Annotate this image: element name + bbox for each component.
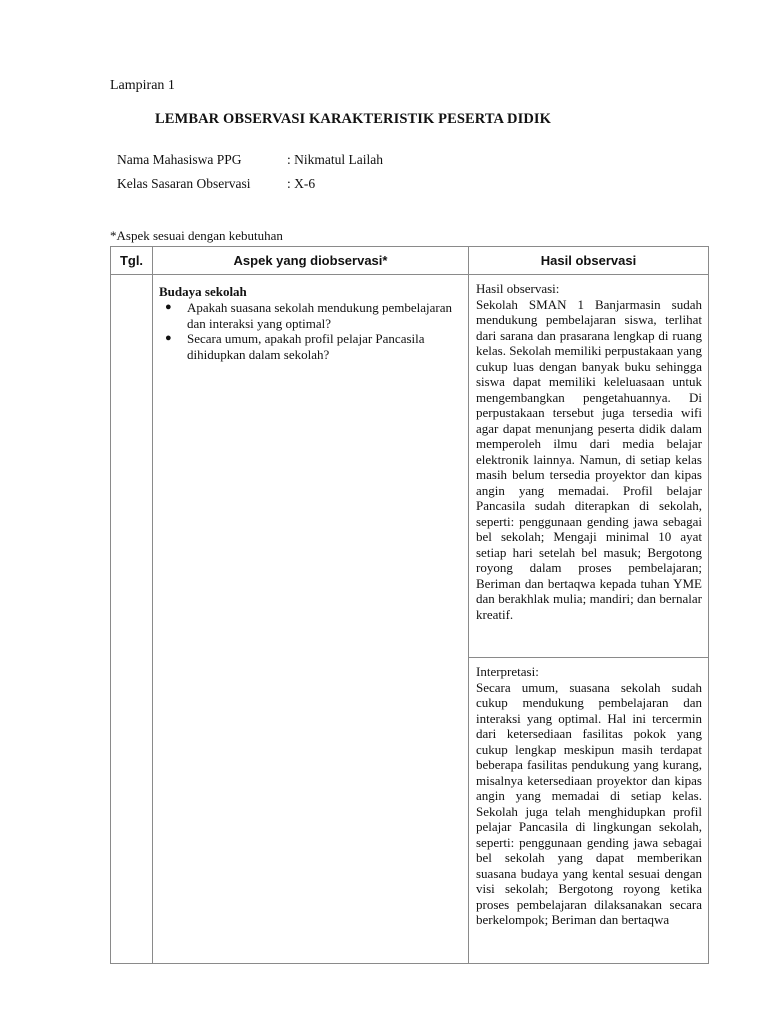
interpretation-text: Secara umum, suasana sekolah sudah cukup mendukung pembelajaran dan interaksi yang optimal. Hal ini tercermin dari ketersediaan fasilitas pokok yang cukup lengkap meskipun masih terdapat beberapa fasilitas pendukung yang kurang, misalnya ketersediaan proyektor dan kipas angin yang memadai di setiap kelas. Sekolah juga telah menghidupkan profil pelajar Pancasila di lingkungan sekolah, seperti: penggunaan gending jawa sebagai bel sekolah yang dapat memberikan suasana budaya yang kental sesuai dengan visi sekolah; Bergotong royong ketika proses pembelajaran dilaksanakan secara berkelompok; Beriman dan bertaqwa xyxy=(476,679,702,927)
class-target-value: : X-6 xyxy=(287,176,316,191)
result-cell xyxy=(469,275,709,964)
aspect-question: Secara umum, apakah profil pelajar Pancasila dihidupkan dalam sekolah? xyxy=(187,331,425,362)
attachment-label: Lampiran 1 xyxy=(110,78,175,93)
aspect-question: Apakah suasana sekolah mendukung pembelajaran dan interaksi yang optimal? xyxy=(187,300,452,331)
aspect-note: *Aspek sesuai dengan kebutuhan xyxy=(110,228,283,243)
list-item xyxy=(159,331,460,362)
bullet-icon: ● xyxy=(165,301,172,313)
student-name-label: Nama Mahasiswa PPG xyxy=(117,152,242,167)
observation-table xyxy=(110,246,709,964)
aspect-question-list xyxy=(159,300,460,362)
aspect-cell xyxy=(153,275,469,964)
header-result: Hasil observasi xyxy=(469,247,709,275)
document-title: LEMBAR OBSERVASI KARAKTERISTIK PESERTA DIDIK xyxy=(155,111,552,127)
table-header-row xyxy=(111,247,709,275)
student-name-value: : Nikmatul Lailah xyxy=(287,152,383,167)
observation-result-box xyxy=(469,275,708,658)
interpretation-box xyxy=(469,658,708,963)
interpretation-label: Interpretasi: xyxy=(476,664,539,679)
aspect-title: Budaya sekolah xyxy=(159,284,247,299)
list-item xyxy=(159,300,460,331)
class-target-label: Kelas Sasaran Observasi xyxy=(117,176,251,191)
observation-result-text: Sekolah SMAN 1 Banjarmasin sudah mendukung pembelajaran siswa, terlihat dari sarana dan prasarana lengkap di ruang kelas. Sekolah memiliki perpustakaan yang cukup luas dengan banyak buku sehingga siswa dapat memiliki keleluasaan untuk mengembangkan pengetahuannya. Di perpustakaan tersebut juga tersedia wifi agar dapat menunjang peserta didik dalam memperoleh ilmu dari media belajar elektronik lainnya. Namun, di setiap kelas masih belum tersedia proyektor dan kipas angin yang memadai. Profil belajar Pancasila sudah diterapkan di sekolah, seperti: penggunaan gending jawa sebagai bel sekolah; Mengaji minimal 10 ayat setiap hari setelah bel masuk; Bergotong royong dalam proses pembelajaran; Beriman dan bertaqwa kepada tuhan YME dan berakhlak mulia; mandiri; dan bernalar kreatif. xyxy=(476,296,702,622)
bullet-icon: ● xyxy=(165,332,172,344)
table-row xyxy=(111,275,709,964)
date-cell xyxy=(111,275,153,964)
header-aspect: Aspek yang diobservasi* xyxy=(153,247,469,275)
header-date: Tgl. xyxy=(111,247,153,275)
observation-result-label: Hasil observasi: xyxy=(476,281,560,296)
